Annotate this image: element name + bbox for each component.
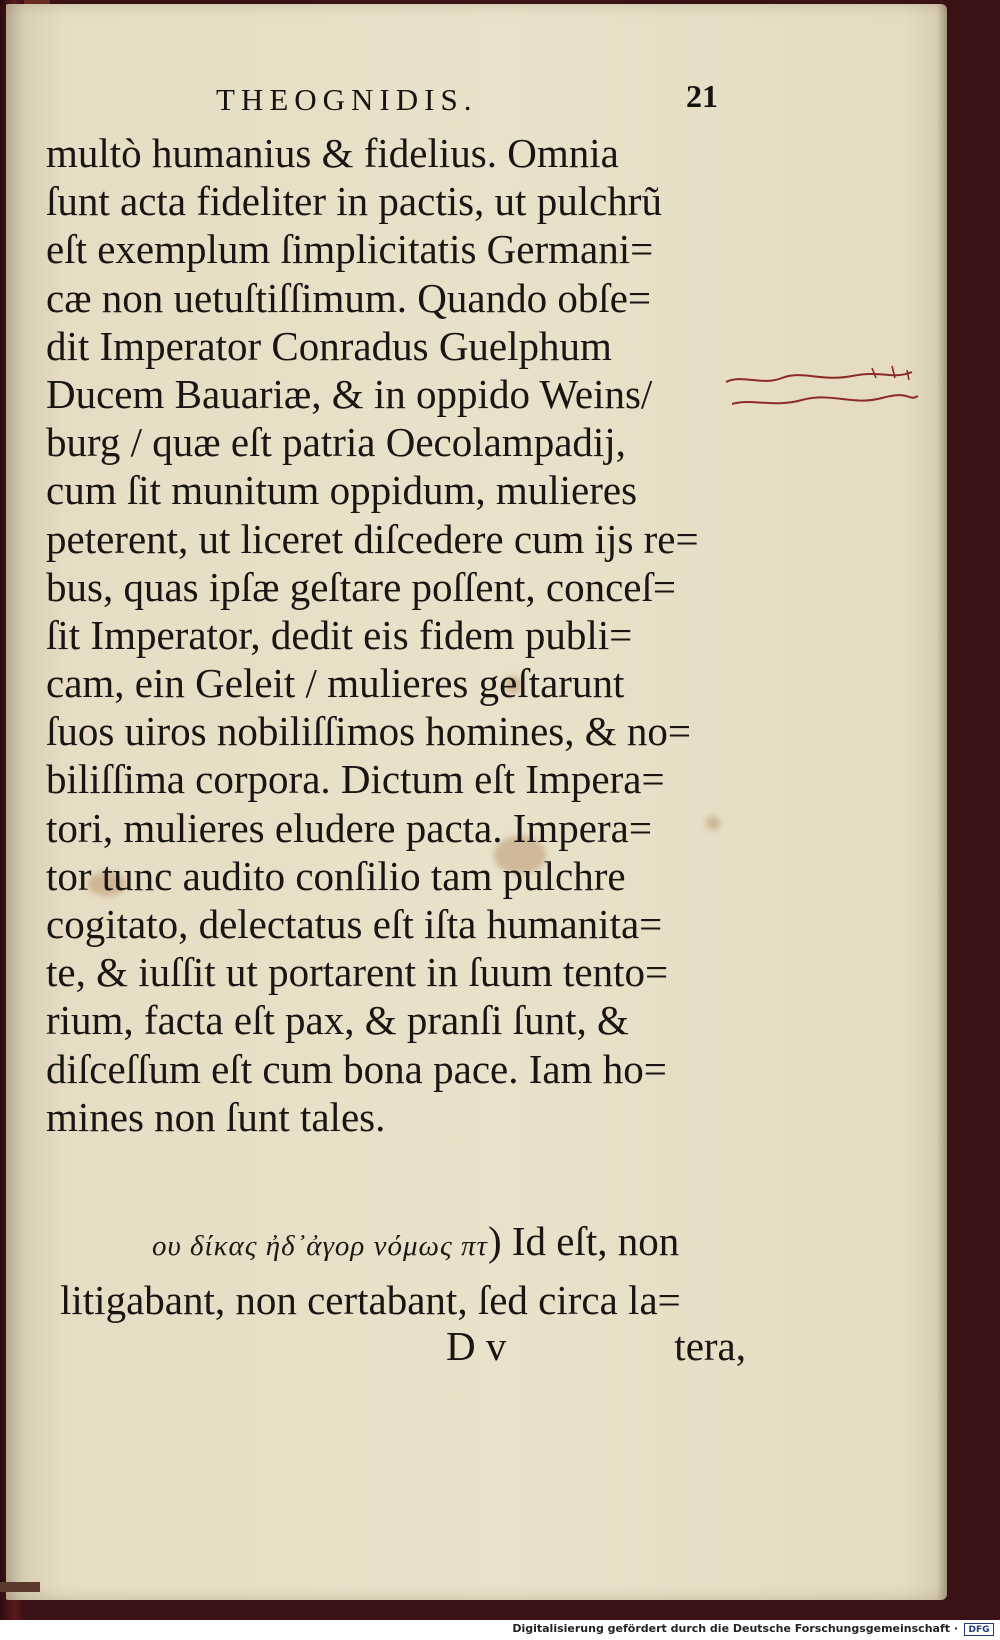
marginal-scribble [722, 364, 922, 424]
note-line: litigabant, non certabant, ſed circa la= [60, 1277, 681, 1323]
running-head: THEOGNIDIS. [216, 82, 478, 117]
text-line: ſit Imperator, dedit eis fidem publi= [46, 611, 633, 658]
text-line: tor tunc audito conſilio tam pulchre [46, 852, 626, 899]
text-line: rium, facta eſt pax, & pranſi ſunt, & [46, 997, 629, 1044]
text-line: peterent, ut liceret diſcedere cum ijs re= [46, 515, 699, 562]
signature-mark: D v [446, 1323, 507, 1369]
text-line: bus, quas ipſæ geſtare poſſent, conceſ= [46, 563, 676, 610]
signature-line [446, 1322, 746, 1374]
text-line: ſunt acta fideliter in pactis, ut pulchrũ [46, 178, 662, 225]
text-line: biliſſima corpora. Dictum eſt Impera= [46, 756, 665, 803]
text-line: Ducem Bauariæ, & in oppido Weins/ [46, 370, 653, 417]
text-line: diſceſſum eſt cum bona pace. Iam ho= [46, 1045, 667, 1092]
text-line: ſuos uiros nobiliſſimos homines, & no= [46, 708, 691, 755]
binding-edge-tab [0, 1582, 40, 1592]
page-number: 21 [686, 78, 718, 114]
text-line: cogitato, delectatus eſt iſta humanita= [46, 901, 663, 947]
commentary-note [60, 1214, 740, 1327]
text-line: tori, mulieres eludere pacta. Impera= [46, 804, 652, 851]
handwritten-marginal-note [722, 364, 932, 434]
note-latin: ) Id eſt, non [487, 1218, 680, 1264]
text-line: cam, ein Geleit / mulieres geſtarunt [46, 660, 625, 707]
funding-credit: Digitalisierung gefördert durch die Deutsche Forschungsgemeinschaft · [512, 1622, 958, 1635]
text-line: cæ non uetuſtiſſimum. Quando obſe= [46, 274, 652, 321]
note-line [60, 1214, 740, 1273]
text-line: dit Imperator Conradus Guelphum [46, 322, 612, 369]
text-line: te, & iuſſit ut portarent in ſuum tento= [46, 949, 669, 996]
text-line: cum ſit munitum oppidum, mulieres [46, 467, 638, 514]
book-page [6, 4, 947, 1600]
text-line: mines non ſunt tales. [46, 1093, 386, 1140]
catchword: tera, [674, 1323, 746, 1369]
greek-lemma: ου δίκας ἠδ᾽ἀγορ νόμως πτ [152, 1230, 488, 1262]
body-text [46, 129, 726, 1141]
text-line: burg / quæ eſt patria Oecolampadij, [46, 419, 626, 466]
footer-bar [0, 1620, 1000, 1640]
dfg-logo: DFG [964, 1623, 994, 1636]
text-line: eſt exemplum ſimplicitatis Germani= [46, 226, 654, 273]
text-line: multò humanius & fidelius. Omnia [46, 130, 619, 176]
